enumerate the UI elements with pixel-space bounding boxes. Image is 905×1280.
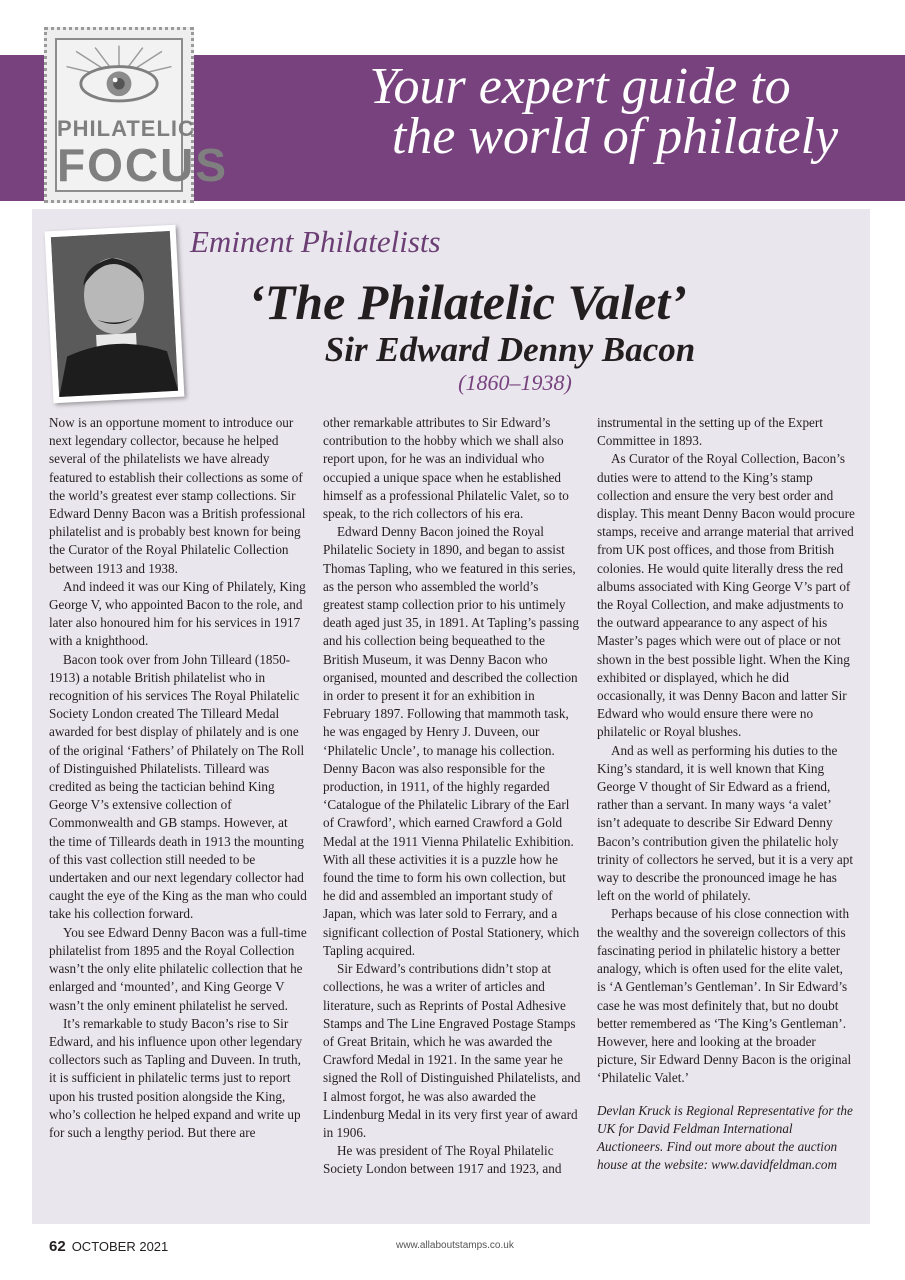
paragraph: And indeed it was our King of Philately, King George V, who appointed Bacon to the role, and later also honoured him for his services in 1917 with a knighthood.	[49, 578, 306, 649]
paragraph: As Curator of the Royal Collection, Bacon’s duties were to attend to the King’s stamp collection and ensure the very best order and display. This meant Denny Bacon would procure stamps, receive and arrange material that arrived from UK post offices, and those from British colonies. He would quite literally dress the red albums associated with King George V’s part of the Royal Collection, and make adjustments to the outward appearance to any aspect of his Master’s pages which were out of place or not shown in the best possible light. When the King exhibited or displayed, which he did occasionally, it was Denny Bacon and latter Sir Edward who would ensure there were no philatelic or Royal blushes.	[597, 451, 855, 740]
eye-icon	[57, 44, 181, 114]
article-subtitle: Sir Edward Denny Bacon	[324, 330, 696, 369]
paragraph: instrumental in the setting up of the Expert Committee in 1893.	[597, 415, 823, 449]
philatelic-focus-logo	[44, 27, 228, 203]
banner-line-1: Your expert guide to	[369, 58, 791, 115]
column-2	[323, 414, 581, 1179]
logo-text-focus: FOCUS	[57, 139, 228, 191]
portrait-image	[51, 231, 178, 397]
author-byline: Devlan Kruck is Regional Representative for the UK for David Feldman International Auctioneers. Find out more about the auction house at the website: www.davidfeldman.com	[597, 1102, 853, 1173]
paragraph: It’s remarkable to study Bacon’s rise to Sir Edward, and his influence upon other legendary collectors such as Tapling and Duveen. In truth, it is sufficient in philatelic terms just to report upon his trusted position alongside the King, who’s collection he helped expand and write up for such a lengthy period. But there are	[49, 1015, 303, 1140]
paragraph: Edward Denny Bacon joined the Royal Philatelic Society in 1890, and began to assist Thomas Tapling, who we featured in this series, as the person who assembled the world’s greatest stamp collection prior to his untimely death aged just 35, in 1891. At Tapling’s passing and his collection being bequeathed to the British Museum, it was Denny Bacon who organised, mounted and described the collection in order to present it for an exhibition in February 1897. Following that mammoth task, he was engaged by Henry J. Duveen, our ‘Philatelic Uncle’, to manage his collection. Denny Bacon was also responsible for the production, in 1911, of the highly regarded ‘Catalogue of the Philatelic Library of the Earl of Crawford’, which earned Crawford a Gold Medal at the 1911 Vienna Philatelic Exhibition. With all these activities it is a puzzle how he found the time to form his own collection, but he did and assembled an important study of Japan, which was later sold to Ferrary, and a significant collection of Postal Stationery, which Tapling acquired.	[323, 524, 580, 958]
footer-page-info	[49, 1238, 168, 1255]
logo-text-philatelic: PHILATELIC	[57, 116, 195, 141]
paragraph: Bacon took over from John Tilleard (1850-1913) a notable British philatelist who in recognition of his services The Royal Philatelic Society London created The Tilleard Medal awarded for best display of philately and is one of the original ‘Fathers’ of Philately on The Roll of Distinguished Philatelists. Tilleard was credited as being the tactician behind King George V’s extensive collection of Commonwealth and GB stamps. However, at the time of Tilleards death in 1913 the mounting of this vast collection still needed to be undertaken and our next legendary collector had caught the eye of the King as the man who could take his collection forward.	[49, 651, 307, 922]
banner-title	[270, 58, 890, 165]
article-dates: (1860–1938)	[458, 370, 572, 395]
paragraph: Perhaps because of his close connection with the wealthy and the sovereign collectors of this fascinating period in philatelic history a better analogy, which is often used for the elite valet, is ‘A Gentleman’s Gentleman’. In Sir Edward’s case he was most definitely that, but no doubt better remembered as ‘The King’s Gentleman’. However, here and looking at the broader picture, Sir Edward Denny Bacon is the original ‘Philatelic Valet.’	[597, 906, 852, 1086]
column-3	[597, 414, 855, 1174]
paragraph: other remarkable attributes to Sir Edward’s contribution to the hobby which we shall also report upon, for he was an individual who occupied a unique space when he established himself as a professional Philatelic Valet, so to speak, to the rich collectors of his era.	[323, 415, 569, 522]
paragraph: Sir Edward’s contributions didn’t stop at collections, he was a writer of articles and literature, such as Reprints of Postal Adhesive Stamps and The Line Engraved Postage Stamps of Great Britain, which he was awarded the Crawford Medal in 1921. In the same year he signed the Roll of Distinguished Philatelists, and I almost forgot, he was also awarded the Lindenburg Medal in its very first year of award in 1906.	[323, 961, 581, 1140]
paragraph: You see Edward Denny Bacon was a full-time philatelist from 1895 and the Royal Collection wasn’t the only elite philatelic collection that he enlarged and ‘mounted’, and King George V wasn’t the only eminent philatelist he served.	[49, 924, 307, 1013]
series-title: Eminent Philatelists	[190, 224, 441, 259]
issue-date: OCTOBER 2021	[71, 1239, 169, 1254]
paragraph: He was president of The Royal Philatelic Society London between 1917 and 1923, and	[323, 1143, 562, 1177]
paragraph: Now is an opportune moment to introduce our next legendary collector, because he helped several of the philatelists we have already featured to establish their collections as some of the world’s greatest ever stamp collections. Sir Edward Denny Bacon was a British professional philatelist and is probably best known for being the Curator of the Royal Philatelic Collection between 1913 and 1938.	[49, 415, 306, 576]
column-1	[49, 414, 307, 1142]
page-number: 62	[49, 1238, 66, 1255]
article-headline: ‘The Philatelic Valet’	[248, 274, 687, 330]
portrait-photo	[45, 225, 185, 404]
footer-url[interactable]: www.allaboutstamps.co.uk	[396, 1240, 514, 1251]
paragraph: And as well as performing his duties to the King’s standard, it is well known that King George V thought of Sir Edward as a friend, rather than a servant. In many ways ‘a valet’ isn’t adequate to describe Sir Edward Denny Bacon’s contribution given the philatelic holy trinity of collectors he served, but it is a very apt way to describe the pronounced image he has left on the world of philately.	[597, 742, 853, 904]
banner-line-2: the world of philately	[391, 108, 839, 165]
